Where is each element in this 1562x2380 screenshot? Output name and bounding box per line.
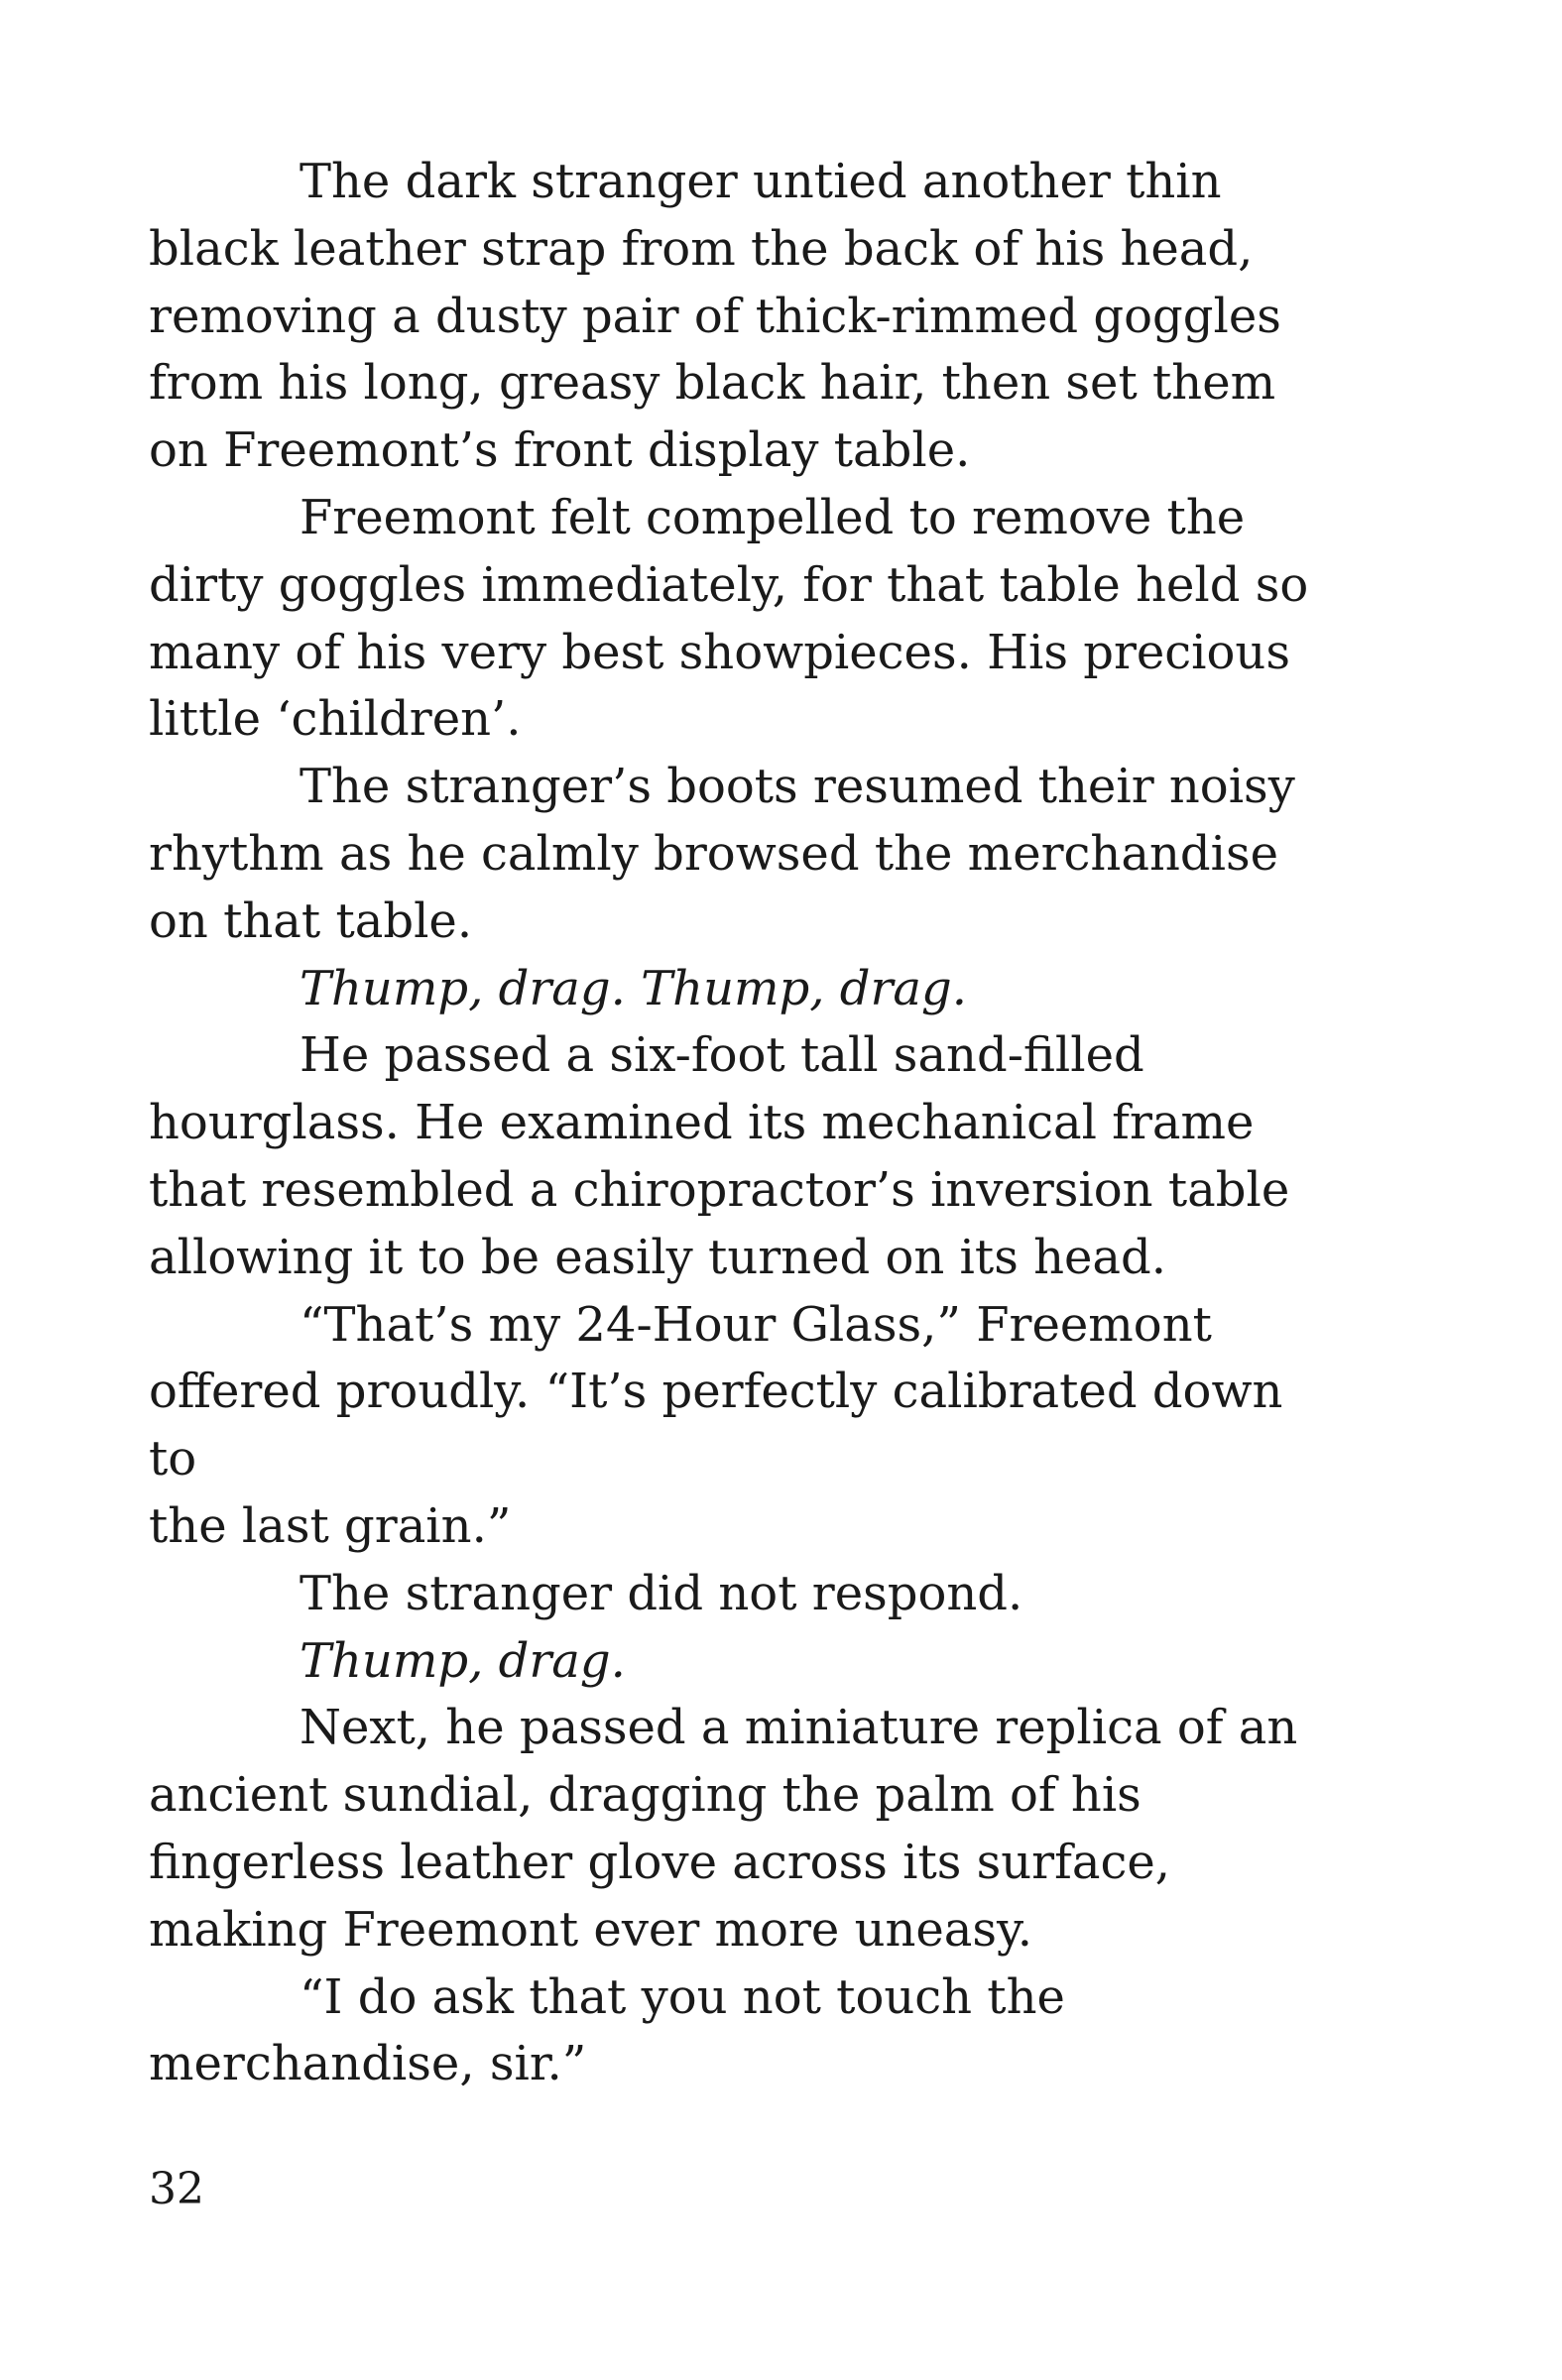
paragraph-dialogue: “I do ask that you not touch the merchandise, sir.” xyxy=(149,1968,1065,2092)
paragraph: The dark stranger untied another thin black leather strap from the back of his head, removing a dusty pair of thick-rimmed goggles from his long, greasy black hair, then set them on Freemont’s front display table. xyxy=(149,154,1281,479)
paragraph: The stranger’s boots resumed their noisy rhythm as he calmly browsed the merchandise on that table. xyxy=(149,759,1295,949)
paragraph-italic-sound: Thump, drag. Thump, drag. xyxy=(300,960,968,1016)
page-number: 32 xyxy=(149,2164,204,2214)
paragraph: The stranger did not respond. xyxy=(300,1565,1023,1621)
paragraph-dialogue: “That’s my 24-Hour Glass,” Freemont offered proudly. “It’s perfectly calibrated down to the last grain.” xyxy=(149,1296,1283,1554)
paragraph: Freemont felt compelled to remove the dirty goggles immediately, for that table held so many of his very best showpieces. His precious little ‘children’. xyxy=(149,489,1309,748)
paragraph: He passed a six-foot tall sand-filled hourglass. He examined its mechanical frame that resembled a chiropractor’s inversion table allowing it to be easily turned on its head. xyxy=(149,1027,1290,1285)
paragraph: Next, he passed a miniature replica of an ancient sundial, dragging the palm of his fingerless leather glove across its surface, making Freemont ever more uneasy. xyxy=(149,1700,1298,1958)
paragraph-italic-sound: Thump, drag. xyxy=(300,1632,626,1689)
body-text xyxy=(149,149,1339,2098)
